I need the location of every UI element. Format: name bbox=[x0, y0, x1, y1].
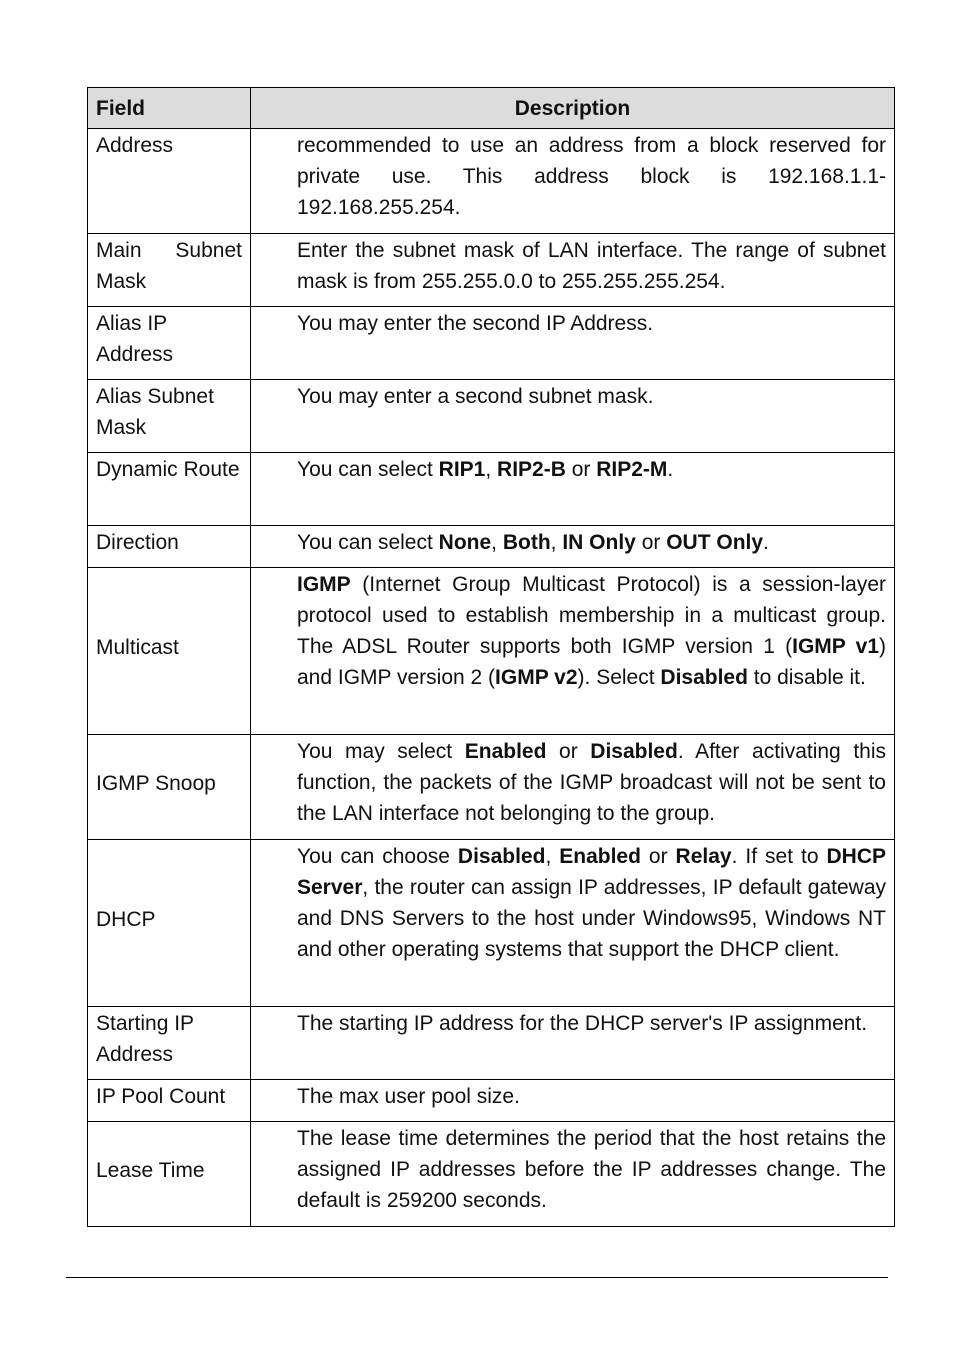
description-cell-ip-pool-count bbox=[251, 1080, 895, 1122]
text-run: ) and IGMP version 2 ( bbox=[297, 635, 887, 689]
bold-term: RIP1 bbox=[438, 458, 486, 481]
text-run: (Internet Group Multicast Protocol) is a session-layer protocol used to establish membership in a multicast group. The ADSL Router supports both IGMP version 1 ( bbox=[297, 573, 886, 658]
bold-term: Enabled bbox=[559, 845, 641, 868]
text-run: . bbox=[763, 531, 769, 554]
field-cell-direction: Direction bbox=[88, 526, 251, 568]
bold-term: Relay bbox=[675, 845, 732, 868]
table-row bbox=[88, 568, 895, 735]
field-cell-address: Address bbox=[88, 129, 251, 234]
bold-term: RIP2-M bbox=[596, 458, 668, 481]
bold-term: Disabled bbox=[590, 740, 678, 763]
text-run: . If set to bbox=[731, 845, 827, 868]
text-run: The max user pool size. bbox=[297, 1085, 520, 1108]
text-run: , the router can assign IP addresses, IP default gateway and DNS Servers to the host under Windows95, Windows NT and other operating systems that support the DHCP client. bbox=[297, 876, 886, 961]
field-cell-multicast: Multicast bbox=[88, 568, 251, 735]
text-run: You can select bbox=[297, 458, 439, 481]
footer-divider bbox=[66, 1277, 888, 1278]
description-cell-direction bbox=[251, 526, 895, 568]
bold-term: Disabled bbox=[660, 666, 748, 689]
table-row bbox=[88, 380, 895, 453]
description-cell-alias-subnet-mask bbox=[251, 380, 895, 453]
bold-term: None bbox=[438, 531, 492, 554]
description-cell-igmp-snoop bbox=[251, 735, 895, 840]
table-row bbox=[88, 129, 895, 234]
table-row bbox=[88, 1007, 895, 1080]
field-cell-alias-ip-address: Alias IP Address bbox=[88, 307, 251, 380]
description-cell-alias-ip-address bbox=[251, 307, 895, 380]
field-cell-alias-subnet-mask: Alias Subnet Mask bbox=[88, 380, 251, 453]
table-row bbox=[88, 1080, 895, 1122]
field-cell-lease-time: Lease Time bbox=[88, 1122, 251, 1227]
text-run: or bbox=[635, 531, 667, 554]
text-run: You may enter the second IP Address. bbox=[297, 312, 654, 335]
text-run: Enter the subnet mask of LAN interface. The range of subnet mask is from 255.255.0.0 to 255.255.255.254. bbox=[297, 239, 886, 293]
description-cell-main-subnet-mask bbox=[251, 234, 895, 307]
description-cell-address bbox=[251, 129, 895, 234]
field-cell-ip-pool-count: IP Pool Count bbox=[88, 1080, 251, 1122]
text-run: to disable it. bbox=[747, 666, 866, 689]
text-run: The starting IP address for the DHCP server's IP assignment. bbox=[297, 1012, 868, 1035]
description-cell-dhcp bbox=[251, 840, 895, 1007]
text-run: You can choose bbox=[297, 845, 458, 868]
text-run: , bbox=[485, 458, 498, 481]
text-run: The lease time determines the period that the host retains the assigned IP addresses before the IP addresses change. The default is 259200 seconds. bbox=[297, 1127, 886, 1212]
field-cell-dhcp: DHCP bbox=[88, 840, 251, 1007]
table-row bbox=[88, 526, 895, 568]
text-run: or bbox=[640, 845, 676, 868]
bold-term: IGMP v2 bbox=[495, 666, 578, 689]
text-run: ). Select bbox=[577, 666, 661, 689]
table-header-row bbox=[88, 88, 895, 129]
column-header-description: Description bbox=[251, 88, 895, 129]
text-run: , bbox=[550, 531, 563, 554]
table-row bbox=[88, 234, 895, 307]
table-row bbox=[88, 1122, 895, 1227]
text-run: You may select bbox=[297, 740, 465, 763]
field-cell-starting-ip-address: Starting IP Address bbox=[88, 1007, 251, 1080]
text-run: . After activating this function, the packets of the IGMP broadcast will not be sent to the LAN interface not belonging to the group. bbox=[297, 740, 886, 825]
text-run: . bbox=[667, 458, 674, 481]
text-run: or bbox=[565, 458, 597, 481]
bold-term: DHCP Server bbox=[297, 845, 886, 899]
bold-term: IN Only bbox=[562, 531, 636, 554]
description-cell-lease-time bbox=[251, 1122, 895, 1227]
description-cell-multicast bbox=[251, 568, 895, 735]
description-cell-dynamic-route bbox=[251, 453, 895, 526]
field-cell-main-subnet-mask: Main Subnet Mask bbox=[88, 234, 251, 307]
description-cell-starting-ip-address bbox=[251, 1007, 895, 1080]
bold-term: Disabled bbox=[457, 845, 546, 868]
text-run: You can select bbox=[297, 531, 439, 554]
text-run: recommended to use an address from a block reserved for private use. This address block is 192.168.1.1-192.168.255.254. bbox=[297, 134, 886, 219]
text-run: You may enter a second subnet mask. bbox=[297, 385, 654, 408]
bold-term: IGMP v1 bbox=[792, 635, 880, 658]
field-cell-igmp-snoop: IGMP Snoop bbox=[88, 735, 251, 840]
text-run: , bbox=[491, 531, 503, 554]
field-cell-dynamic-route: Dynamic Route bbox=[88, 453, 251, 526]
table-row bbox=[88, 735, 895, 840]
table-row bbox=[88, 453, 895, 526]
table-row bbox=[88, 307, 895, 380]
text-run: or bbox=[546, 740, 591, 763]
bold-term: RIP2-B bbox=[497, 458, 566, 481]
bold-term: IGMP bbox=[297, 573, 351, 596]
table-row bbox=[88, 840, 895, 1007]
bold-term: Both bbox=[502, 531, 551, 554]
bold-term: Enabled bbox=[464, 740, 547, 763]
field-description-table bbox=[87, 87, 895, 1227]
column-header-field: Field bbox=[88, 88, 251, 129]
bold-term: OUT Only bbox=[666, 531, 764, 554]
text-run: , bbox=[545, 845, 560, 868]
